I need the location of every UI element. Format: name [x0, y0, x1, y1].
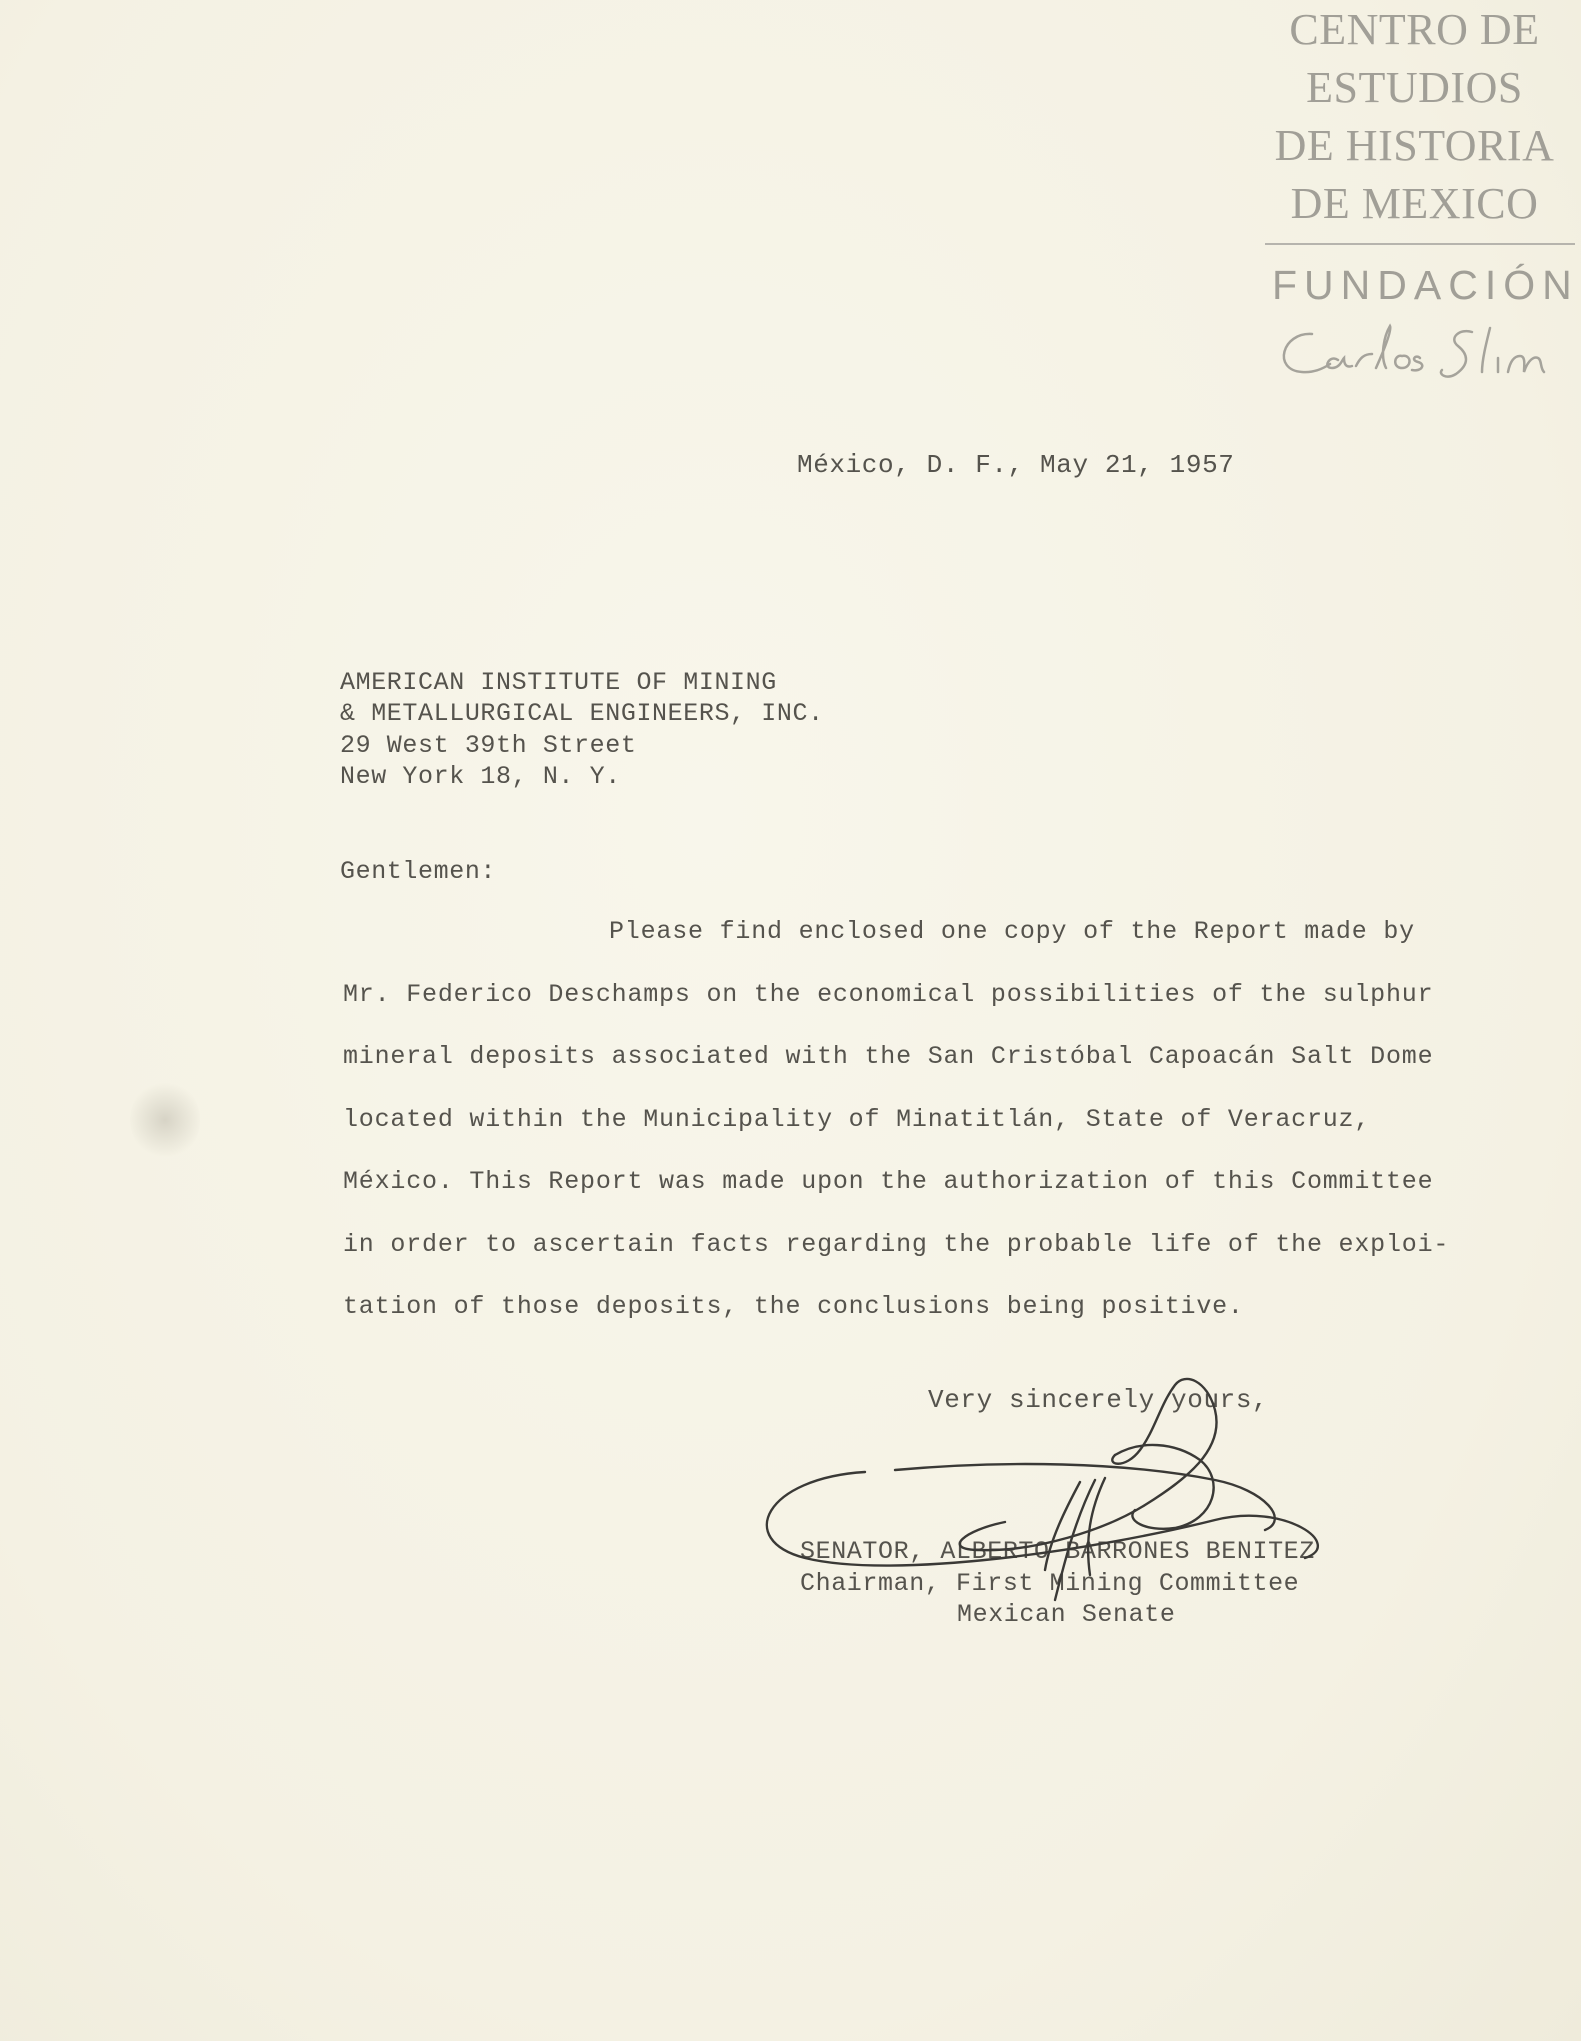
body-line: located within the Municipality of Minatitlán, State of Veracruz, [343, 1105, 1371, 1134]
signer-title: Chairman, First Mining Committee [800, 1569, 1300, 1598]
salutation: Gentlemen: [340, 857, 497, 886]
stamp-line: CENTRO DE [1289, 5, 1540, 54]
address-line: AMERICAN INSTITUTE OF MINING [340, 668, 777, 697]
stamp-foundation: FUNDACIÓN [1272, 262, 1579, 308]
address-line: New York 18, N. Y. [340, 762, 621, 791]
stamp-line: DE HISTORIA [1274, 121, 1555, 170]
handwritten-signature [745, 1370, 1345, 1630]
letter-date: México, D. F., May 21, 1957 [797, 450, 1235, 480]
carlos-slim-signature-logo [1272, 320, 1572, 390]
body-line: mineral deposits associated with the San Cristóbal Capoacán Salt Dome [343, 1042, 1434, 1071]
signer-name: SENATOR, ALBERTO BARRONES BENITEZ [800, 1537, 1315, 1566]
archive-stamp [1262, 0, 1581, 400]
body-line: in order to ascertain facts regarding the probable life of the exploi- [343, 1230, 1450, 1259]
address-line: & METALLURGICAL ENGINEERS, INC. [340, 699, 824, 728]
stamp-line: ESTUDIOS [1306, 63, 1523, 112]
paper-smudge [130, 1080, 200, 1160]
stamp-divider [1265, 243, 1575, 245]
address-line: 29 West 39th Street [340, 731, 637, 760]
body-line: tation of those deposits, the conclusions being positive. [343, 1292, 1244, 1321]
stamp-line: DE MEXICO [1290, 179, 1539, 228]
body-line: Mr. Federico Deschamps on the economical possibilities of the sulphur [343, 980, 1434, 1009]
body-line: México. This Report was made upon the authorization of this Committee [343, 1167, 1434, 1196]
signer-institution: Mexican Senate [957, 1600, 1176, 1629]
body-line: Please find enclosed one copy of the Report made by [609, 917, 1415, 946]
closing: Very sincerely yours, [928, 1385, 1269, 1415]
